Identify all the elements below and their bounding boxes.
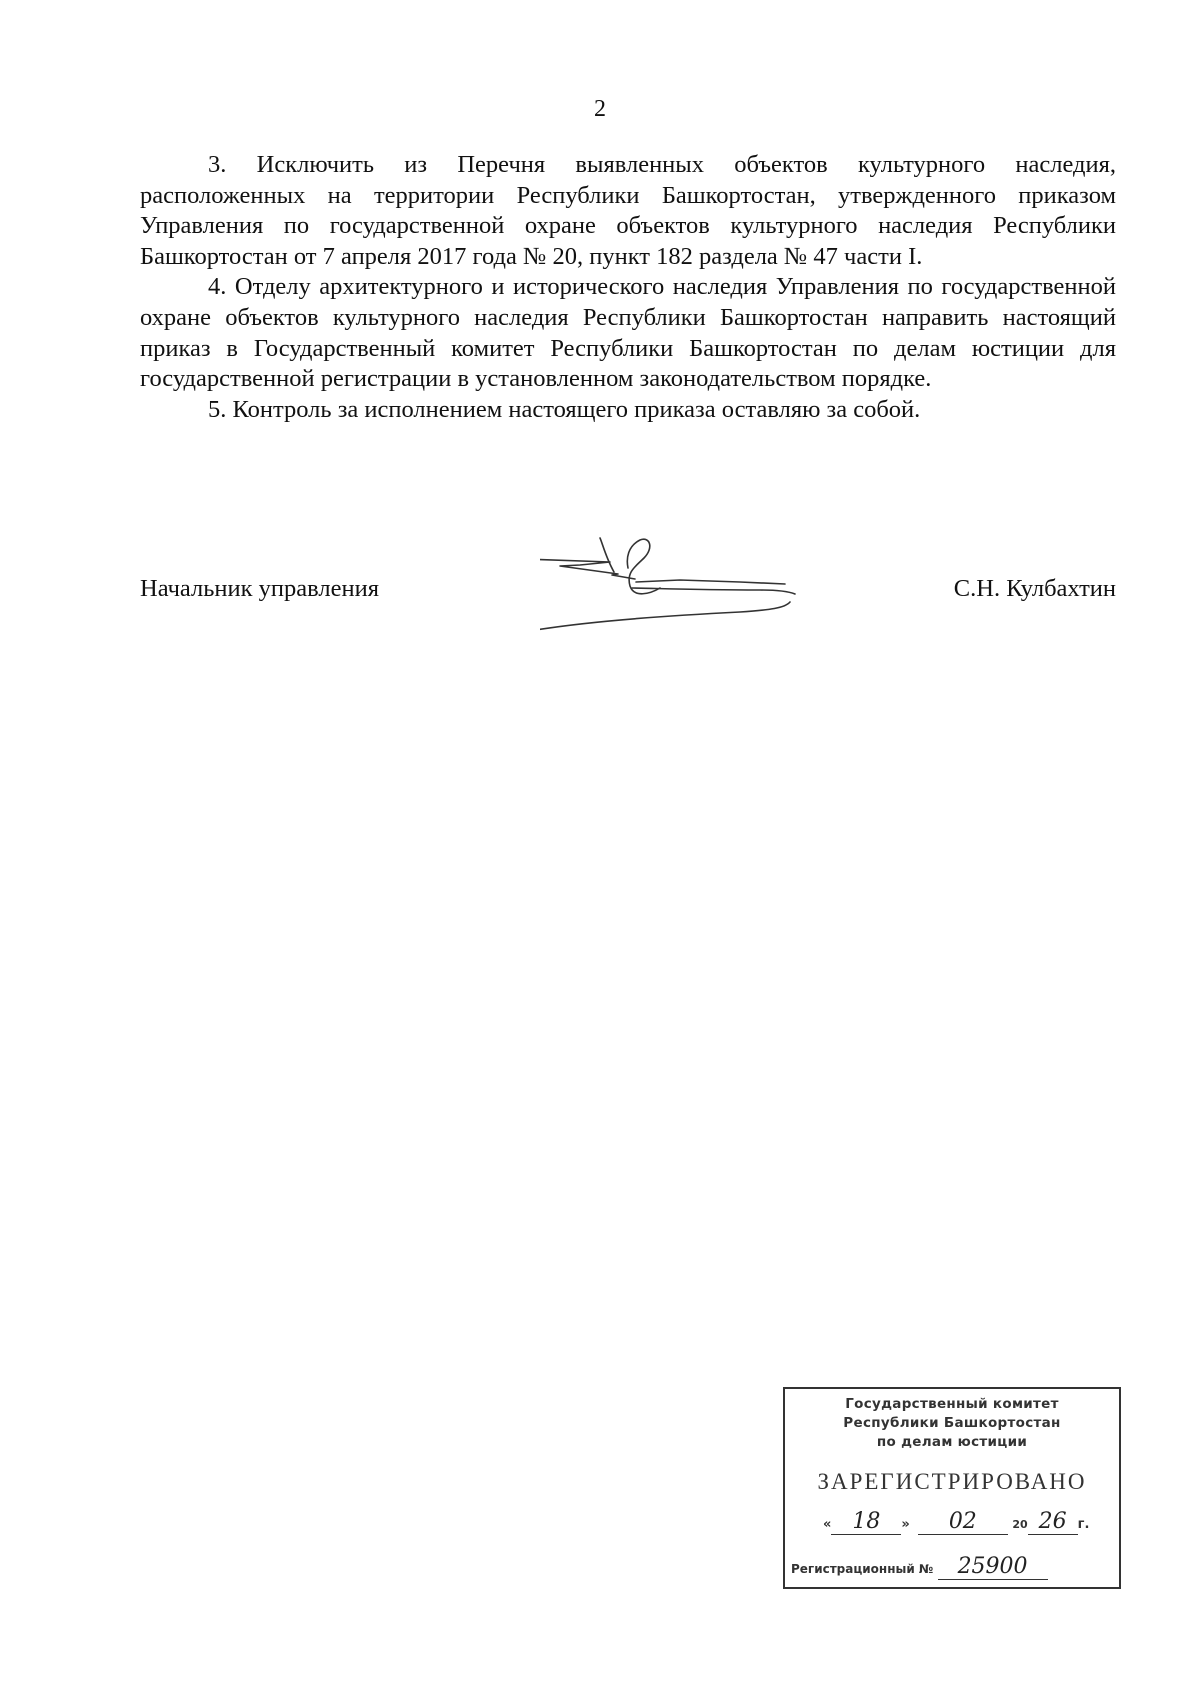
stamp-status: ЗАРЕГИСТРИРОВАНО	[817, 1469, 1087, 1494]
date-open-quote: «	[823, 1517, 832, 1532]
date-year-prefix: 20	[1012, 1518, 1028, 1531]
date-close-quote: »	[901, 1517, 910, 1532]
signer-title: Начальник управления	[140, 575, 379, 602]
signer-name: С.Н. Кулбахтин	[953, 575, 1116, 602]
date-day: 18	[831, 1509, 901, 1535]
stamp-agency-line: Республики Башкортостан	[843, 1415, 1061, 1431]
stamp-date	[823, 1509, 1089, 1535]
page-number: 2	[594, 96, 606, 122]
registration-number: 25900	[938, 1554, 1048, 1580]
stamp-agency	[785, 1395, 1119, 1452]
date-year-label: г.	[1077, 1517, 1090, 1532]
date-year-suffix: 26	[1028, 1509, 1078, 1535]
paragraph-item-3: 3. Исключить из Перечня выявленных объектов культурного наследия, расположенных на территории Республики Башкортостан, утвержденного приказом Управления по государственной охране объектов культурного наследия Республики Башкортостан от 7 апреля 2017 года № 20, пункт 182 раздела № 47 части I.	[140, 151, 1116, 270]
stamp-agency-line: Государственный комитет	[845, 1396, 1059, 1412]
stamp-registration	[791, 1554, 1048, 1580]
registration-stamp	[783, 1387, 1121, 1589]
handwritten-signature	[540, 528, 870, 648]
date-month: 02	[918, 1509, 1008, 1535]
registration-label: Регистрационный №	[791, 1562, 934, 1576]
paragraph-item-5: 5. Контроль за исполнением настоящего приказа оставляю за собой.	[208, 395, 921, 423]
order-body	[140, 150, 1116, 425]
stamp-agency-line: по делам юстиции	[876, 1434, 1028, 1450]
paragraph-item-4: 4. Отделу архитектурного и исторического наследия Управления по государственной охране объектов культурного наследия Республики Башкортостан направить настоящий приказ в Государственный комитет Республики Башкортостан по делам юстиции для государственной регистрации в установленном законодательством порядке.	[140, 273, 1116, 393]
